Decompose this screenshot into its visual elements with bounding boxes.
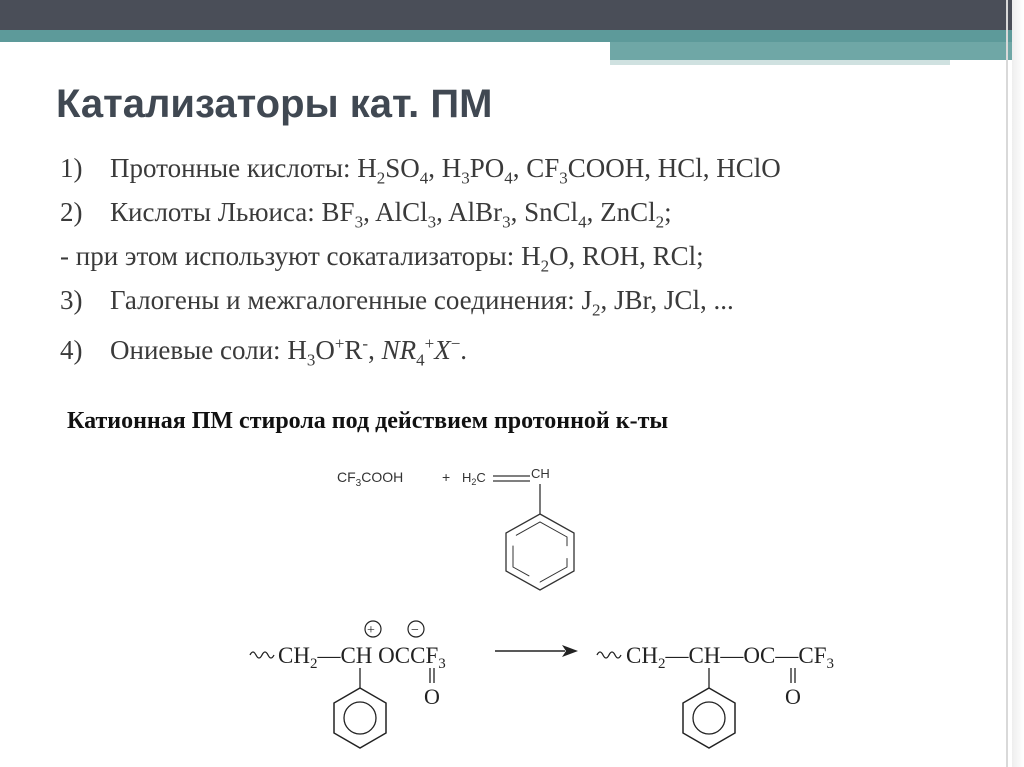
list-number: 4) — [60, 335, 83, 365]
list-number: 2) — [60, 197, 83, 227]
list-item-onium-salts: 4) Ониевые соли: $H_3O^+R^-$, $NR_4^+X^-$. — [60, 322, 950, 366]
right-chain-formula: $CH_2—CH—OC—CF_3$ — [626, 643, 834, 672]
list-label: Протонные кислоты: — [110, 153, 351, 183]
slide-title: Катализаторы кат. ПМ — [56, 82, 493, 126]
monomer-ch2: $H_2C$ — [462, 470, 486, 487]
list-label: Ониевые соли: — [110, 335, 281, 365]
left-chain-formula: $CH_2—CH$ $OCCF_3$ — [278, 643, 446, 672]
list-number: 3) — [60, 285, 83, 315]
benzene-ring-monomer — [506, 514, 574, 590]
list-item-halogens: 3) Галогены и межгалогенные соединения: $J_2$, JBr, JCl, ... — [60, 278, 950, 322]
benzene-ring-right — [683, 688, 735, 748]
plus-sign: + — [442, 469, 451, 485]
chain-wavy-left — [250, 652, 274, 658]
list-item-lewis-acids: 2) Кислоты Льюиса: $BF_3$, AlCl$_3$, AlBr$_3$, SnCl$_4$, ZnCl$_2$; — [60, 190, 950, 234]
list-label: Кислоты Льюиса: — [110, 197, 315, 227]
carbonyl-o-right: O — [785, 684, 801, 709]
monomer-ch: CH — [531, 466, 550, 481]
list-item-cocatalysts: - при этом используют сокатализаторы: $H_2O$, ROH, RCl; — [60, 241, 704, 276]
list-number: 1) — [60, 153, 83, 183]
cation-sign: + — [367, 623, 375, 638]
list-item-protic-acids: 1) Протонные кислоты: $H_2SO_4$, $H_3PO_4$, $CF_3COOH$, HCl, HClO — [60, 146, 950, 190]
carbonyl-o-left: O — [424, 684, 440, 709]
benzene-ring-left — [334, 688, 386, 748]
chain-wavy-right — [597, 652, 621, 658]
list-label: - при этом используют сокатализаторы: — [60, 241, 515, 271]
reaction-subtitle: Катионная ПМ стирола под действием протонной к-ты — [67, 408, 669, 434]
list-label: Галогены и межгалогенные соединения: — [110, 285, 575, 315]
anion-sign: − — [411, 623, 419, 638]
acid-formula: $CF_3COOH$ — [337, 469, 404, 489]
